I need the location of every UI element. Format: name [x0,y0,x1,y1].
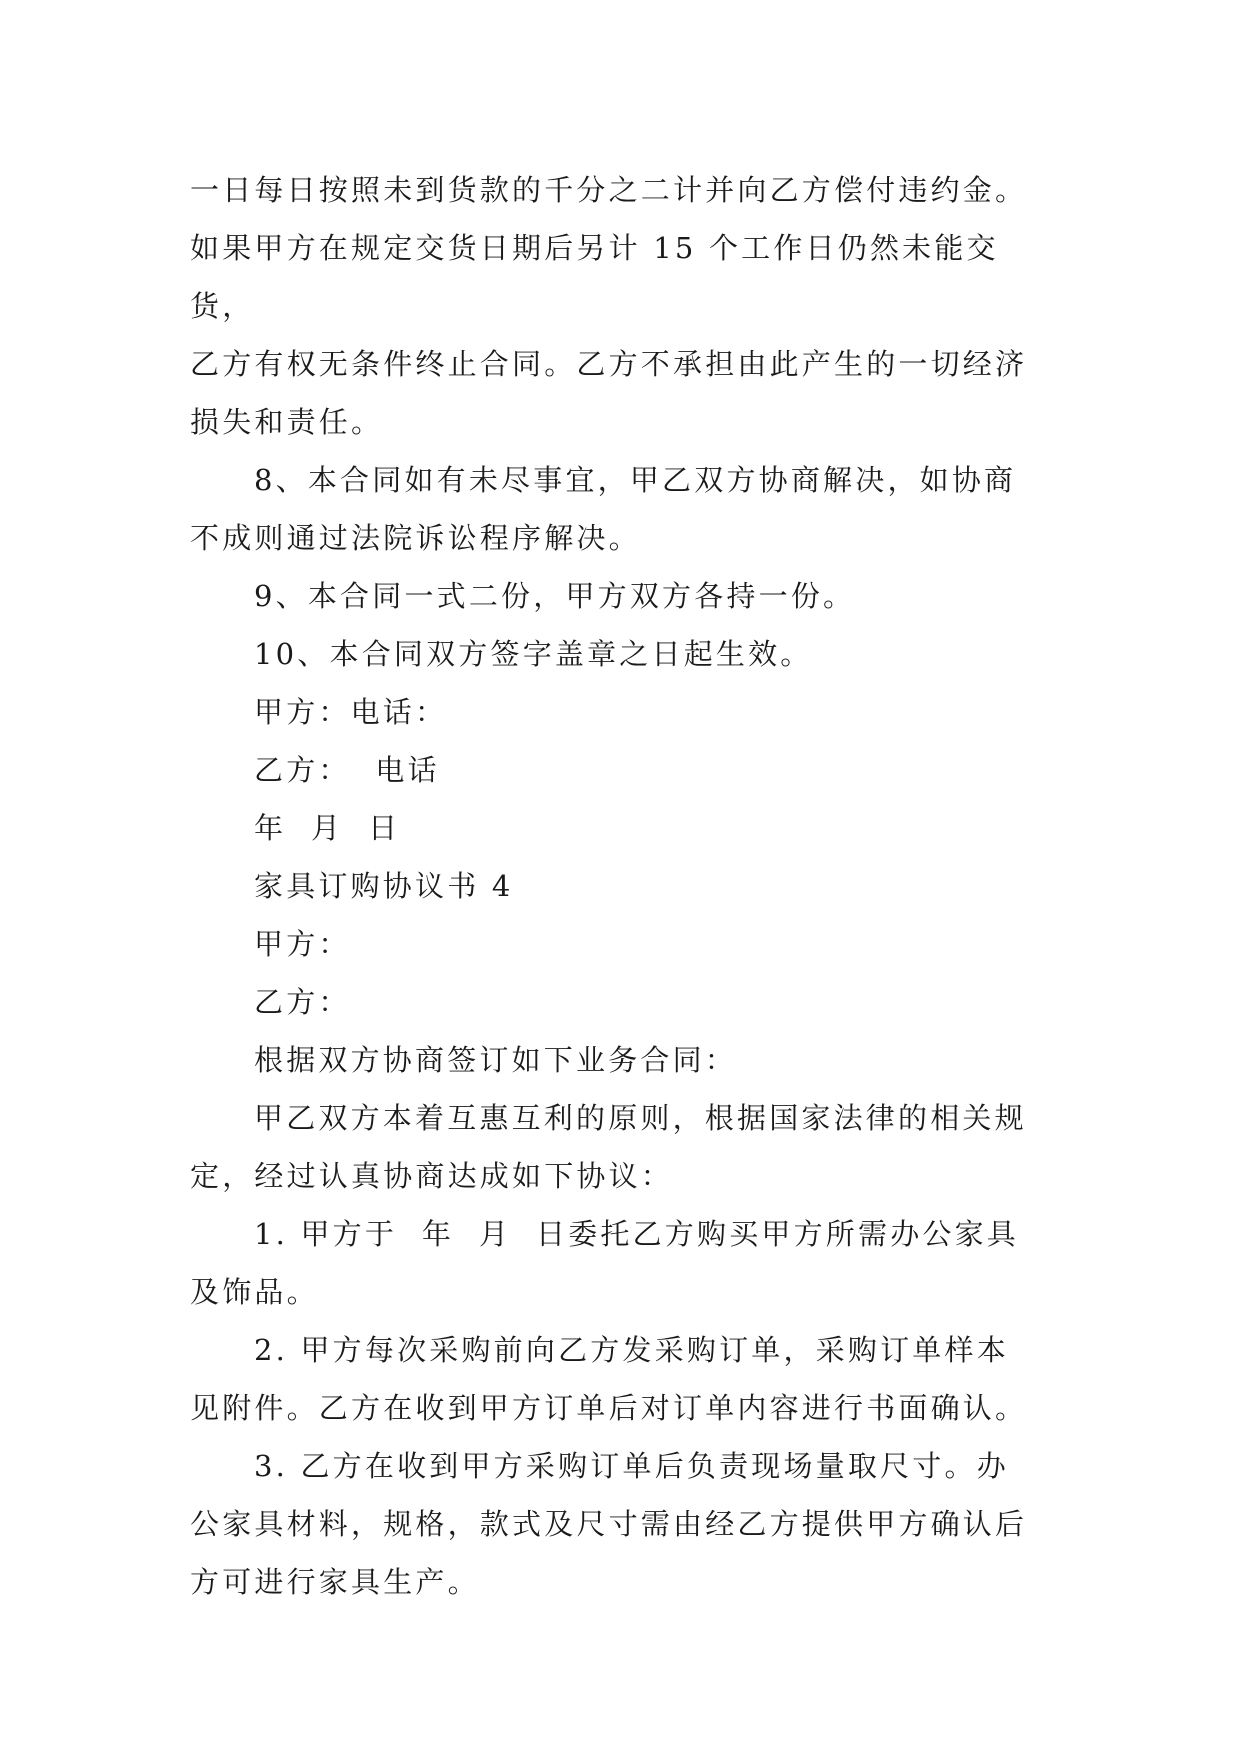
text-line: 10、本合同双方签字盖章之日起生效。 [254,637,813,671]
text-line: 不成则通过法院诉讼程序解决。 [190,521,641,555]
signature-party-a [190,683,1050,741]
text-line: 定，经过认真协商达成如下协议： [190,1159,674,1193]
paragraph-intro [190,1031,1050,1089]
paragraph-penalty-clause [190,161,1050,451]
text-line: 3. 乙方在收到甲方采购订单后负责现场量取尺寸。办 [254,1449,1009,1483]
text-line: 见附件。乙方在收到甲方订单后对订单内容进行书面确认。 [190,1391,1028,1425]
text-line: 损失和责任。 [190,405,384,439]
document-body [190,161,1050,1611]
paragraph-principles [190,1089,1050,1205]
text-line: 甲乙双方本着互惠互利的原则，根据国家法律的相关规 [254,1101,1027,1135]
paragraph-clause-8 [190,451,1050,567]
text-line: 及饰品。 [190,1275,319,1309]
text-line: 2. 甲方每次采购前向乙方发采购订单，采购订单样本 [254,1333,1009,1367]
party-b-label [190,973,1050,1031]
text-line: 甲方： [254,927,351,961]
text-line: 乙方： [254,985,351,1019]
text-line: 家具订购协议书 4 [254,869,514,903]
text-line: 年 月 日 [254,811,401,845]
paragraph-item-3 [190,1437,1050,1611]
paragraph-item-2 [190,1321,1050,1437]
text-line: 9、本合同一式二份，甲方双方各持一份。 [254,579,856,613]
signature-party-b [190,741,1050,799]
paragraph-item-1 [190,1205,1050,1321]
text-line: 乙方有权无条件终止合同。乙方不承担由此产生的一切经济 [190,347,1028,381]
text-line: 乙方： 电话 [254,753,440,787]
text-line: 根据双方协商签订如下业务合同： [254,1043,738,1077]
text-line: 方可进行家具生产。 [190,1565,480,1599]
signature-date [190,799,1050,857]
text-line: 公家具材料，规格，款式及尺寸需由经乙方提供甲方确认后 [190,1507,1028,1541]
text-line: 如果甲方在规定交货日期后另计 15 个工作日仍然未能交货， [190,231,999,323]
paragraph-clause-9 [190,567,1050,625]
paragraph-clause-10 [190,625,1050,683]
text-line: 8、本合同如有未尽事宜，甲乙双方协商解决，如协商 [254,463,1017,497]
text-line: 1. 甲方于 年 月 日委托乙方购买甲方所需办公家具 [254,1217,1019,1251]
section-title [190,857,1050,915]
text-line: 甲方：电话： [254,695,448,729]
party-a-label [190,915,1050,973]
text-line: 一日每日按照未到货款的千分之二计并向乙方偿付违约金。 [190,173,1028,207]
